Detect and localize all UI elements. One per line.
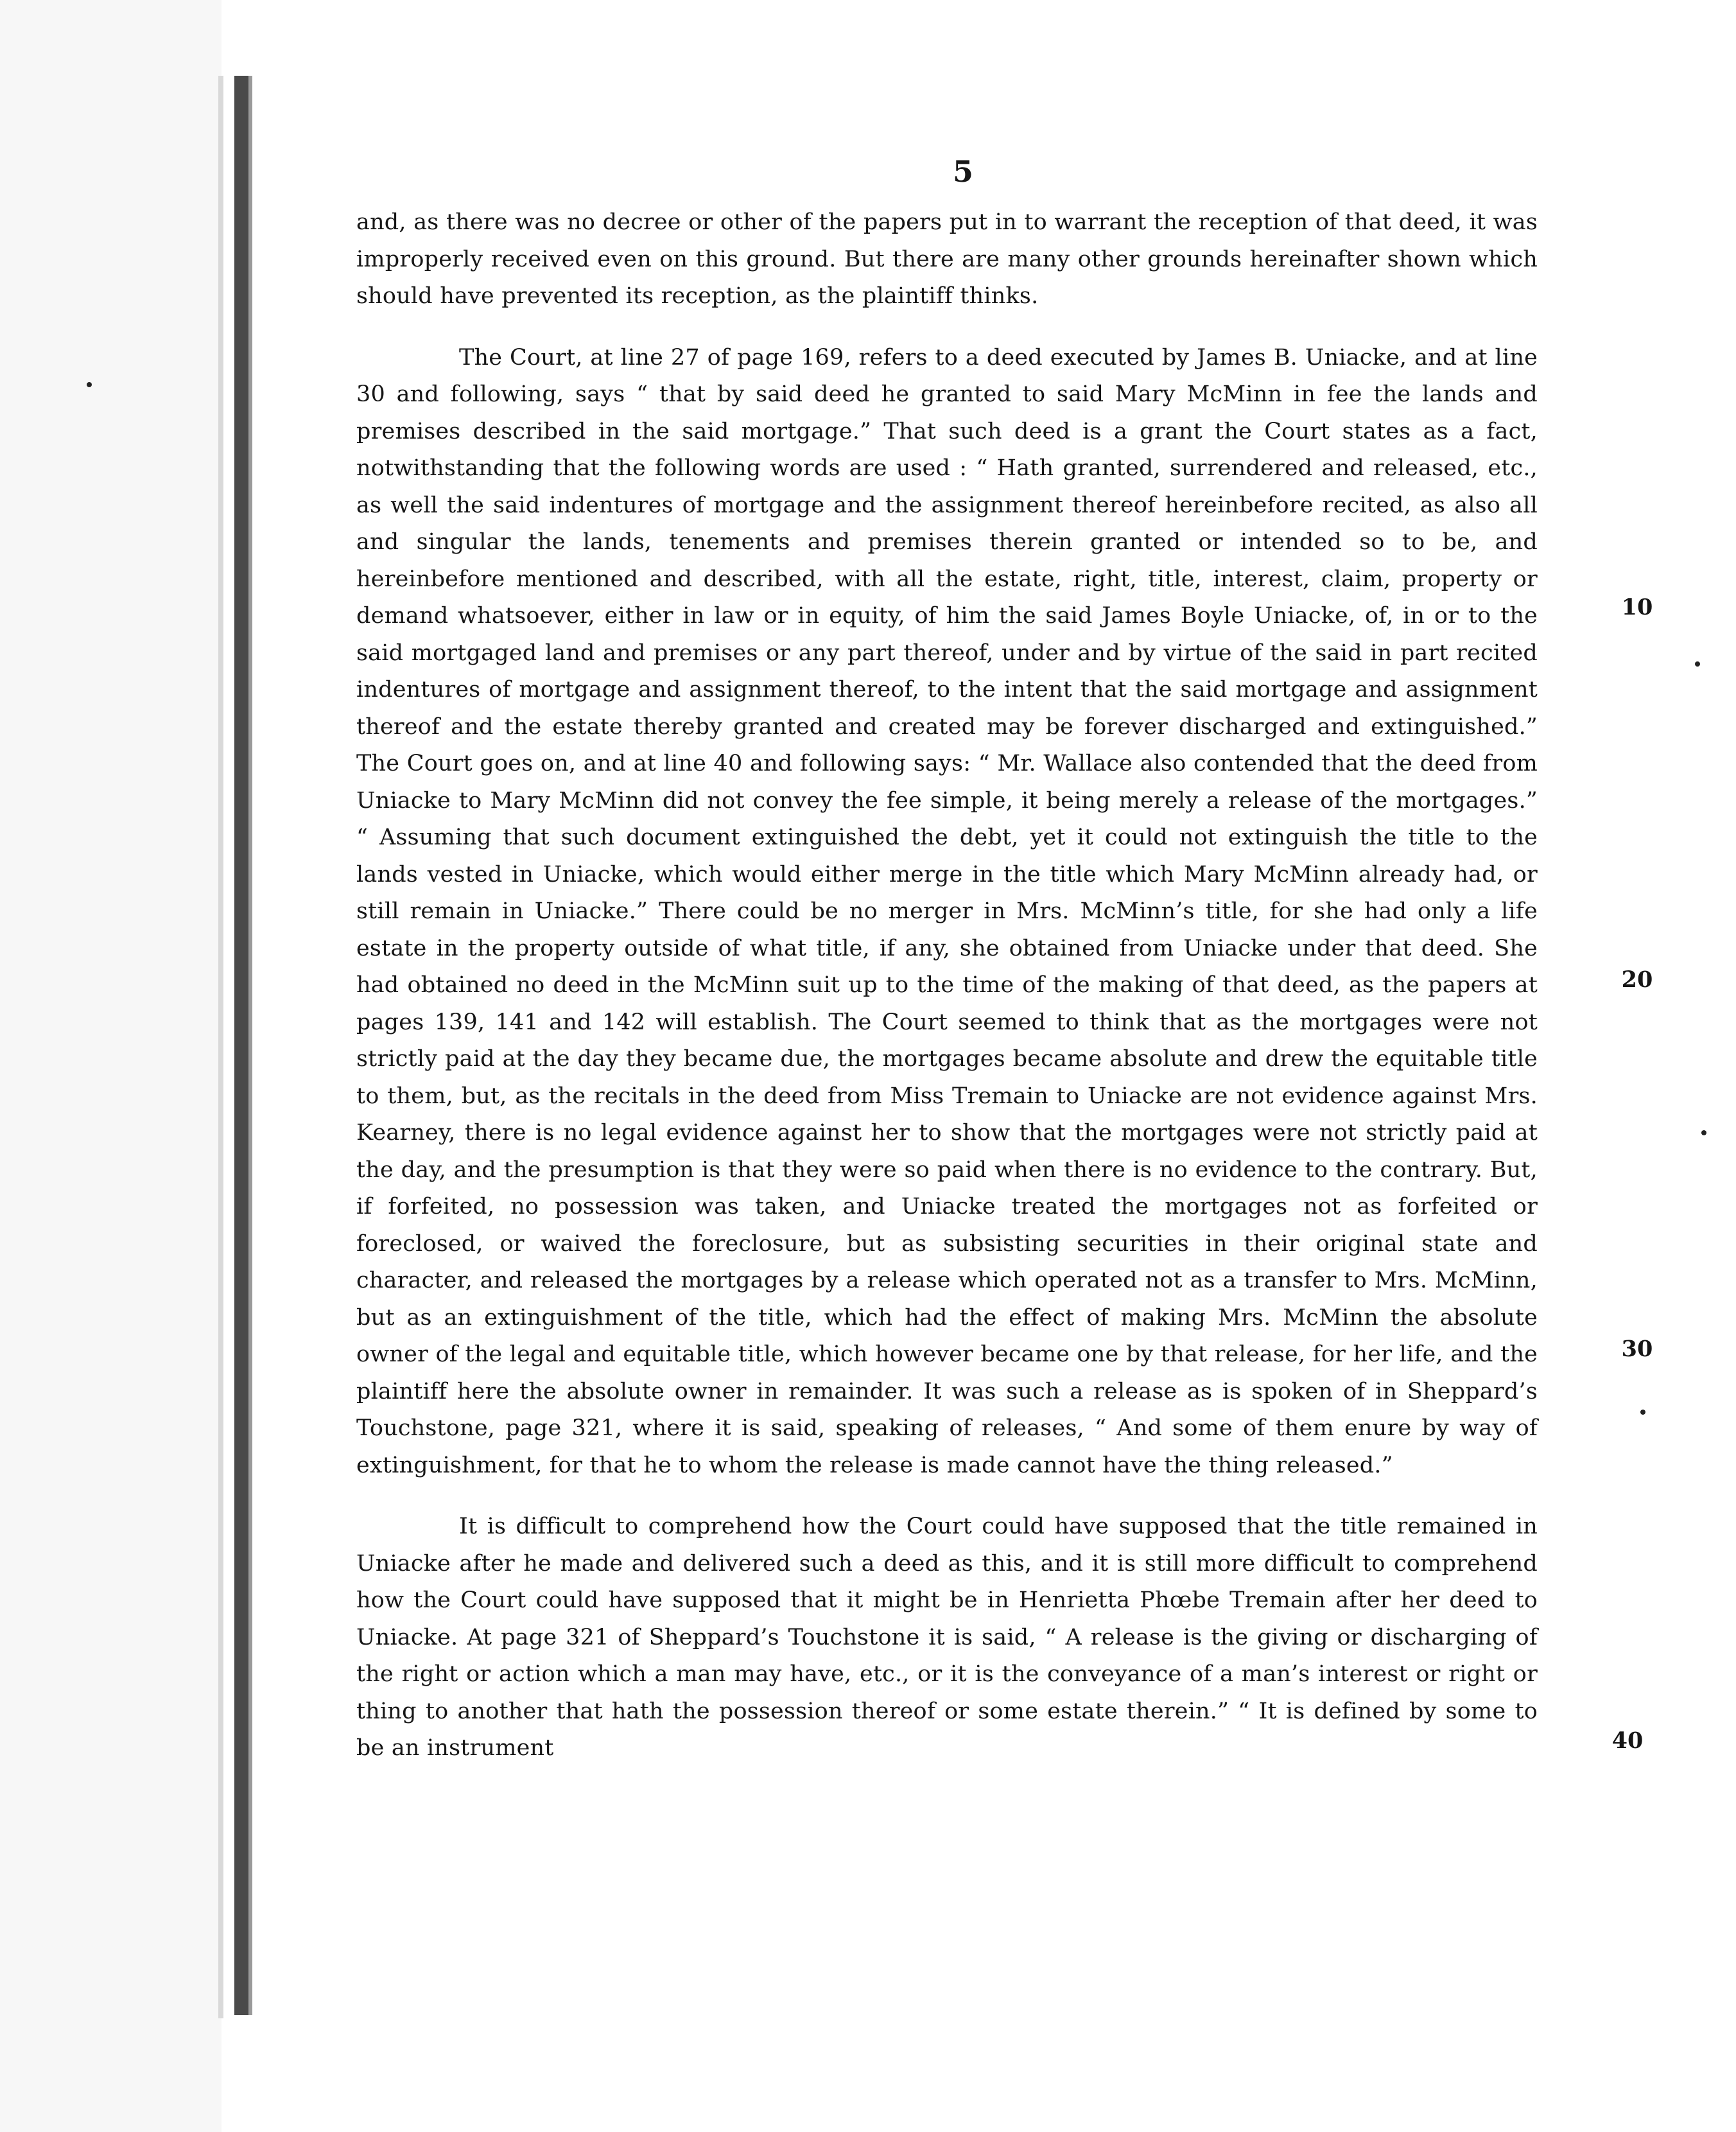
margin-line-number: 30 — [1621, 1336, 1653, 1362]
page-gutter-shadow — [218, 76, 223, 2018]
margin-line-number: 10 — [1621, 594, 1653, 620]
body-text — [356, 204, 1538, 1767]
paragraph-release-definition: It is difficult to comprehend how the Court could have supposed that the title remained in Uniacke after he made and delivered such a deed as this, and it is still more difficult to comprehend how the Court could have supposed that it might be in Henrietta Phœbe Tremain after her deed to Uniacke. At page 321 of Sheppard’s Touchstone it is said, “ A release is the giving or discharging of the right or action which a man may have, etc., or it is the conveyance of a man’s interest or right or thing to another that hath the possession thereof or some estate therein.” “ It is defined by some to be an instrument — [356, 1514, 1538, 1761]
facing-page-edge — [0, 0, 221, 2132]
margin-line-number: 20 — [1621, 966, 1653, 993]
page-binding-highlight — [248, 76, 252, 2015]
scan-speck — [1695, 661, 1700, 667]
page-number: 5 — [952, 154, 973, 189]
paragraph-court-deed: The Court, at line 27 of page 169, refers to a deed executed by James B. Uniacke, and at line 30 and following, says “ that by said deed he granted to said Mary McMinn in fee the lands and premises described in the said mortgage.” That such deed is a grant the Court states as a fact, notwithstanding that the following words are used : “ Hath granted, surrendered and released, etc., as well the said indentures of mortgage and the assignment thereof hereinbefore recited, as also all and singular the lands, tenements and premises therein granted or intended so to be, and hereinbefore mentioned and described, with all the estate, right, title, interest, claim, property or demand whatsoever, either in law or in equity, of him the said James Boyle Uniacke, of, in or to the said mortgaged land and premises or any part thereof, under and by virtue of the said in part recited indentures of mortgage and assignment thereof, to the intent that the said mortgage and assignment thereof and the estate thereby granted and created may be forever discharged and extinguished.” The Court goes on, and at line 40 and following says: “ Mr. Wallace also contended that the deed from Uniacke to Mary McMinn did not convey the fee simple, it being merely a release of the mortgages.” “ Assuming that such document extinguished the debt, yet it could not extinguish the title to the lands vested in Uniacke, which would either merge in the title which Mary McMinn already had, or still remain in Uniacke.” There could be no merger in Mrs. McMinn’s title, for she had only a life estate in the property outside of what title, if any, she obtained from Uniacke under that deed. She had obtained no deed in the McMinn suit up to the time of the making of that deed, as the papers at pages 139, 141 and 142 will establish. The Court seemed to think that as the mortgages were not strictly paid at the day they became due, the mortgages became absolute and drew the equitable title to them, but, as the recitals in the deed from Miss Tremain to Uniacke are not evidence against Mrs. Kearney, there is no legal evidence against her to show that the mortgages were not strictly paid at the day, and the presumption is that they were so paid when there is no evidence to the contrary. But, if forfeited, no possession was taken, and Uniacke treated the mortgages not as forfeited or foreclosed, or waived the foreclosure, but as subsisting securities in their original state and character, and released the mortgages by a release which operated not as a transfer to Mrs. McMinn, but as an extinguishment of the title, which had the effect of making Mrs. McMinn the absolute owner of the legal and equitable title, which however became one by that release, for her life, and the plaintiff here the absolute owner in remainder. It was such a release as is spoken of in Sheppard’s Touchstone, page 321, where it is said, speaking of releases, “ And some of them enure by way of extinguishment, for that he to whom the release is made cannot have the thing released.” — [356, 344, 1538, 1478]
scan-speck — [87, 382, 92, 387]
margin-line-number: 40 — [1611, 1727, 1644, 1754]
page-binding-edge — [234, 76, 248, 2015]
scan-speck — [1640, 1410, 1645, 1415]
scan-speck — [1701, 1130, 1706, 1135]
paragraph-continuation: and, as there was no decree or other of the papers put in to warrant the reception of that deed, it was improperly received even on this ground. But there are many other grounds hereinafter shown which should have prevented its reception, as the plaintiff thinks. — [356, 209, 1538, 309]
